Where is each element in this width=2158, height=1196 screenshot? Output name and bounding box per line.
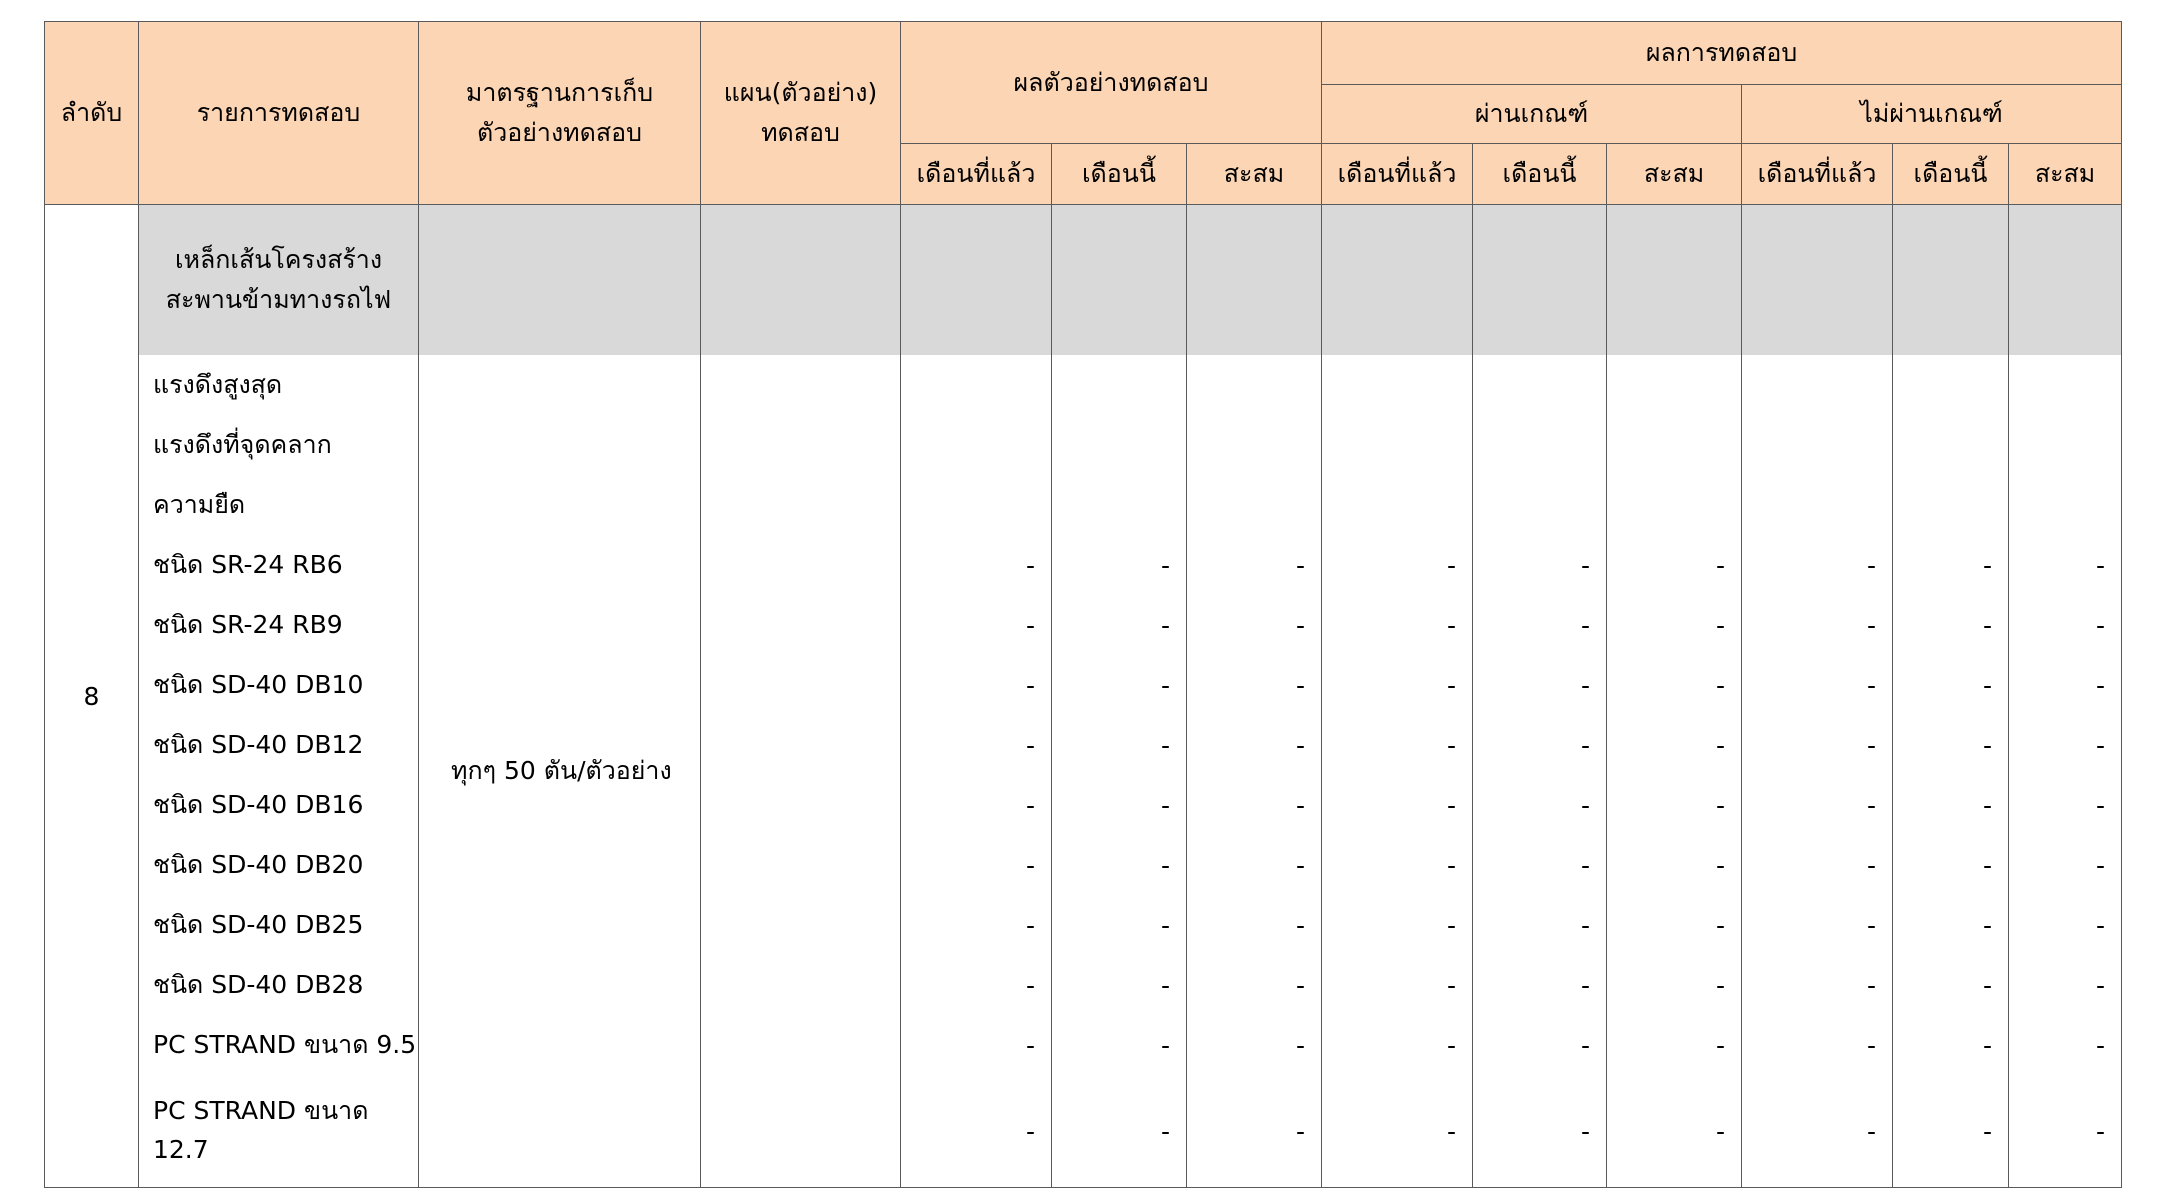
- result-cell: -: [1607, 775, 1742, 835]
- result-cell: -: [1742, 655, 1893, 715]
- result-cell: -: [1473, 1075, 1607, 1188]
- result-cell: -: [1893, 655, 2009, 715]
- result-cell: [1893, 475, 2009, 535]
- result-cell: [2009, 415, 2122, 475]
- result-cell: -: [1052, 835, 1187, 895]
- table-row: [45, 715, 2122, 775]
- table-row: [45, 355, 2122, 415]
- result-cell: -: [1187, 955, 1322, 1015]
- header-seq: ลำดับ: [45, 22, 139, 205]
- result-cell: -: [2009, 895, 2122, 955]
- result-cell: -: [1742, 1075, 1893, 1188]
- result-cell: [901, 475, 1052, 535]
- result-cell: [901, 415, 1052, 475]
- table-row: [45, 1075, 2122, 1188]
- result-cell: -: [1742, 895, 1893, 955]
- header-sample-last-month: เดือนที่แล้ว: [901, 144, 1052, 205]
- result-cell: -: [901, 1075, 1052, 1188]
- result-cell: -: [1052, 715, 1187, 775]
- test-item-label: ชนิด SD-40 DB25: [139, 895, 419, 955]
- group-title: เหล็กเส้นโครงสร้าง สะพานข้ามทางรถไฟ: [139, 205, 419, 356]
- result-cell: -: [1187, 775, 1322, 835]
- result-cell: -: [1187, 1015, 1322, 1075]
- result-cell: -: [901, 895, 1052, 955]
- result-cell: -: [1607, 595, 1742, 655]
- result-cell: -: [1893, 535, 2009, 595]
- result-cell: -: [1893, 1015, 2009, 1075]
- result-cell: -: [1322, 955, 1473, 1015]
- result-cell: -: [1052, 595, 1187, 655]
- table-row: [45, 835, 2122, 895]
- table-row: [45, 655, 2122, 715]
- group-row: [45, 205, 2122, 356]
- result-cell: -: [1607, 955, 1742, 1015]
- test-item-label: ชนิด SD-40 DB28: [139, 955, 419, 1015]
- group-empty-cell: [1607, 205, 1742, 356]
- header-plan: แผน(ตัวอย่าง) ทดสอบ: [701, 22, 901, 205]
- header-sampling-standard: มาตรฐานการเก็บ ตัวอย่างทดสอบ: [419, 22, 701, 205]
- result-cell: -: [1052, 655, 1187, 715]
- table-row: [45, 1015, 2122, 1075]
- result-cell: -: [1473, 895, 1607, 955]
- header-test-item: รายการทดสอบ: [139, 22, 419, 205]
- result-cell: -: [901, 775, 1052, 835]
- table-row: [45, 415, 2122, 475]
- result-cell: -: [1473, 535, 1607, 595]
- result-cell: [1187, 355, 1322, 415]
- result-cell: [1187, 415, 1322, 475]
- result-cell: -: [1607, 1015, 1742, 1075]
- result-cell: -: [901, 955, 1052, 1015]
- test-item-label: ชนิด SD-40 DB16: [139, 775, 419, 835]
- result-cell: -: [1473, 775, 1607, 835]
- test-item-label: PC STRAND ขนาด 12.7: [139, 1075, 419, 1188]
- header-pass-cumulative: สะสม: [1607, 144, 1742, 205]
- result-cell: [1893, 355, 2009, 415]
- result-cell: -: [1322, 1075, 1473, 1188]
- table-row: [45, 895, 2122, 955]
- result-cell: -: [2009, 595, 2122, 655]
- table-row: [45, 475, 2122, 535]
- result-cell: -: [1893, 595, 2009, 655]
- result-cell: [1607, 475, 1742, 535]
- result-cell: -: [1052, 775, 1187, 835]
- test-results-table: [44, 21, 2122, 1188]
- result-cell: -: [1322, 775, 1473, 835]
- result-cell: [1052, 415, 1187, 475]
- result-cell: -: [1742, 835, 1893, 895]
- header-pass: ผ่านเกณฑ์: [1322, 85, 1742, 144]
- header-fail-this-month: เดือนนี้: [1893, 144, 2009, 205]
- result-cell: [2009, 355, 2122, 415]
- result-cell: -: [2009, 715, 2122, 775]
- table-row: [45, 775, 2122, 835]
- result-cell: [1742, 475, 1893, 535]
- result-cell: -: [901, 655, 1052, 715]
- result-cell: -: [1187, 595, 1322, 655]
- header-pass-last-month: เดือนที่แล้ว: [1322, 144, 1473, 205]
- result-cell: -: [901, 1015, 1052, 1075]
- result-cell: -: [1607, 895, 1742, 955]
- result-cell: -: [1742, 775, 1893, 835]
- plan-value: [701, 355, 901, 1188]
- result-cell: [1473, 415, 1607, 475]
- group-empty-cell: [1473, 205, 1607, 356]
- result-cell: -: [2009, 775, 2122, 835]
- result-cell: [2009, 475, 2122, 535]
- table-row: [45, 535, 2122, 595]
- header-test-results: ผลการทดสอบ: [1322, 22, 2122, 85]
- result-cell: -: [1187, 1075, 1322, 1188]
- result-cell: -: [1893, 895, 2009, 955]
- result-cell: -: [1473, 715, 1607, 775]
- test-item-label: ชนิด SD-40 DB10: [139, 655, 419, 715]
- group-empty-cell: [419, 205, 701, 356]
- result-cell: -: [1742, 535, 1893, 595]
- result-cell: [1322, 475, 1473, 535]
- result-cell: -: [1187, 535, 1322, 595]
- result-cell: -: [2009, 835, 2122, 895]
- result-cell: -: [1742, 1015, 1893, 1075]
- result-cell: -: [1893, 835, 2009, 895]
- result-cell: -: [901, 835, 1052, 895]
- result-cell: -: [2009, 535, 2122, 595]
- result-cell: -: [1052, 895, 1187, 955]
- result-cell: -: [1607, 1075, 1742, 1188]
- result-cell: [1322, 355, 1473, 415]
- result-cell: -: [1607, 835, 1742, 895]
- test-item-label: ชนิด SD-40 DB12: [139, 715, 419, 775]
- result-cell: -: [1742, 595, 1893, 655]
- result-cell: -: [1893, 715, 2009, 775]
- header-fail: ไม่ผ่านเกณฑ์: [1742, 85, 2122, 144]
- result-cell: -: [1187, 715, 1322, 775]
- result-cell: [1322, 415, 1473, 475]
- result-cell: -: [901, 715, 1052, 775]
- group-empty-cell: [701, 205, 901, 356]
- header-sample-cumulative: สะสม: [1187, 144, 1322, 205]
- group-empty-cell: [1893, 205, 2009, 356]
- result-cell: -: [1473, 835, 1607, 895]
- sampling-standard-value: ทุกๆ 50 ตัน/ตัวอย่าง: [419, 355, 701, 1188]
- test-item-label: แรงดึงสูงสุด: [139, 355, 419, 415]
- group-empty-cell: [1187, 205, 1322, 356]
- result-cell: -: [1052, 1015, 1187, 1075]
- result-cell: [1473, 475, 1607, 535]
- group-empty-cell: [1742, 205, 1893, 356]
- result-cell: -: [1893, 955, 2009, 1015]
- result-cell: -: [1742, 715, 1893, 775]
- result-cell: -: [901, 595, 1052, 655]
- result-cell: -: [1473, 595, 1607, 655]
- result-cell: [1607, 355, 1742, 415]
- result-cell: [1742, 355, 1893, 415]
- group-empty-cell: [1052, 205, 1187, 356]
- table-body: [45, 205, 2122, 1188]
- result-cell: -: [901, 535, 1052, 595]
- test-item-label: ความยืด: [139, 475, 419, 535]
- result-cell: -: [2009, 1015, 2122, 1075]
- test-item-label: ชนิด SR-24 RB6: [139, 535, 419, 595]
- result-cell: -: [1607, 655, 1742, 715]
- result-cell: -: [1322, 1015, 1473, 1075]
- result-cell: -: [1187, 655, 1322, 715]
- result-cell: -: [1052, 535, 1187, 595]
- result-cell: -: [1893, 775, 2009, 835]
- table-row: [45, 955, 2122, 1015]
- result-cell: [1893, 415, 2009, 475]
- result-cell: -: [2009, 655, 2122, 715]
- result-cell: [901, 355, 1052, 415]
- result-cell: -: [1187, 895, 1322, 955]
- result-cell: -: [1473, 1015, 1607, 1075]
- result-cell: -: [1052, 1075, 1187, 1188]
- result-cell: -: [1187, 835, 1322, 895]
- group-empty-cell: [901, 205, 1052, 356]
- group-seq: 8: [45, 205, 139, 1188]
- header-sample-results: ผลตัวอย่างทดสอบ: [901, 22, 1322, 144]
- result-cell: -: [1473, 955, 1607, 1015]
- result-cell: [1742, 415, 1893, 475]
- test-item-label: ชนิด SR-24 RB9: [139, 595, 419, 655]
- group-empty-cell: [1322, 205, 1473, 356]
- result-cell: -: [1322, 535, 1473, 595]
- header-fail-cumulative: สะสม: [2009, 144, 2122, 205]
- result-cell: -: [1322, 835, 1473, 895]
- result-cell: -: [1322, 655, 1473, 715]
- test-item-label: ชนิด SD-40 DB20: [139, 835, 419, 895]
- result-cell: -: [2009, 955, 2122, 1015]
- header-fail-last-month: เดือนที่แล้ว: [1742, 144, 1893, 205]
- result-cell: -: [1322, 595, 1473, 655]
- header-pass-this-month: เดือนนี้: [1473, 144, 1607, 205]
- result-cell: [1187, 475, 1322, 535]
- result-cell: [1473, 355, 1607, 415]
- result-cell: [1607, 415, 1742, 475]
- result-cell: -: [1607, 715, 1742, 775]
- result-cell: -: [1473, 655, 1607, 715]
- result-cell: [1052, 355, 1187, 415]
- result-cell: -: [2009, 1075, 2122, 1188]
- result-cell: -: [1607, 535, 1742, 595]
- test-item-label: แรงดึงที่จุดคลาก: [139, 415, 419, 475]
- group-empty-cell: [2009, 205, 2122, 356]
- result-cell: -: [1742, 955, 1893, 1015]
- table-row: [45, 595, 2122, 655]
- header-sample-this-month: เดือนนี้: [1052, 144, 1187, 205]
- result-cell: -: [1052, 955, 1187, 1015]
- test-item-label: PC STRAND ขนาด 9.5: [139, 1015, 419, 1075]
- result-cell: -: [1322, 715, 1473, 775]
- result-cell: -: [1322, 895, 1473, 955]
- result-cell: -: [1893, 1075, 2009, 1188]
- table-header: [45, 22, 2122, 205]
- result-cell: [1052, 475, 1187, 535]
